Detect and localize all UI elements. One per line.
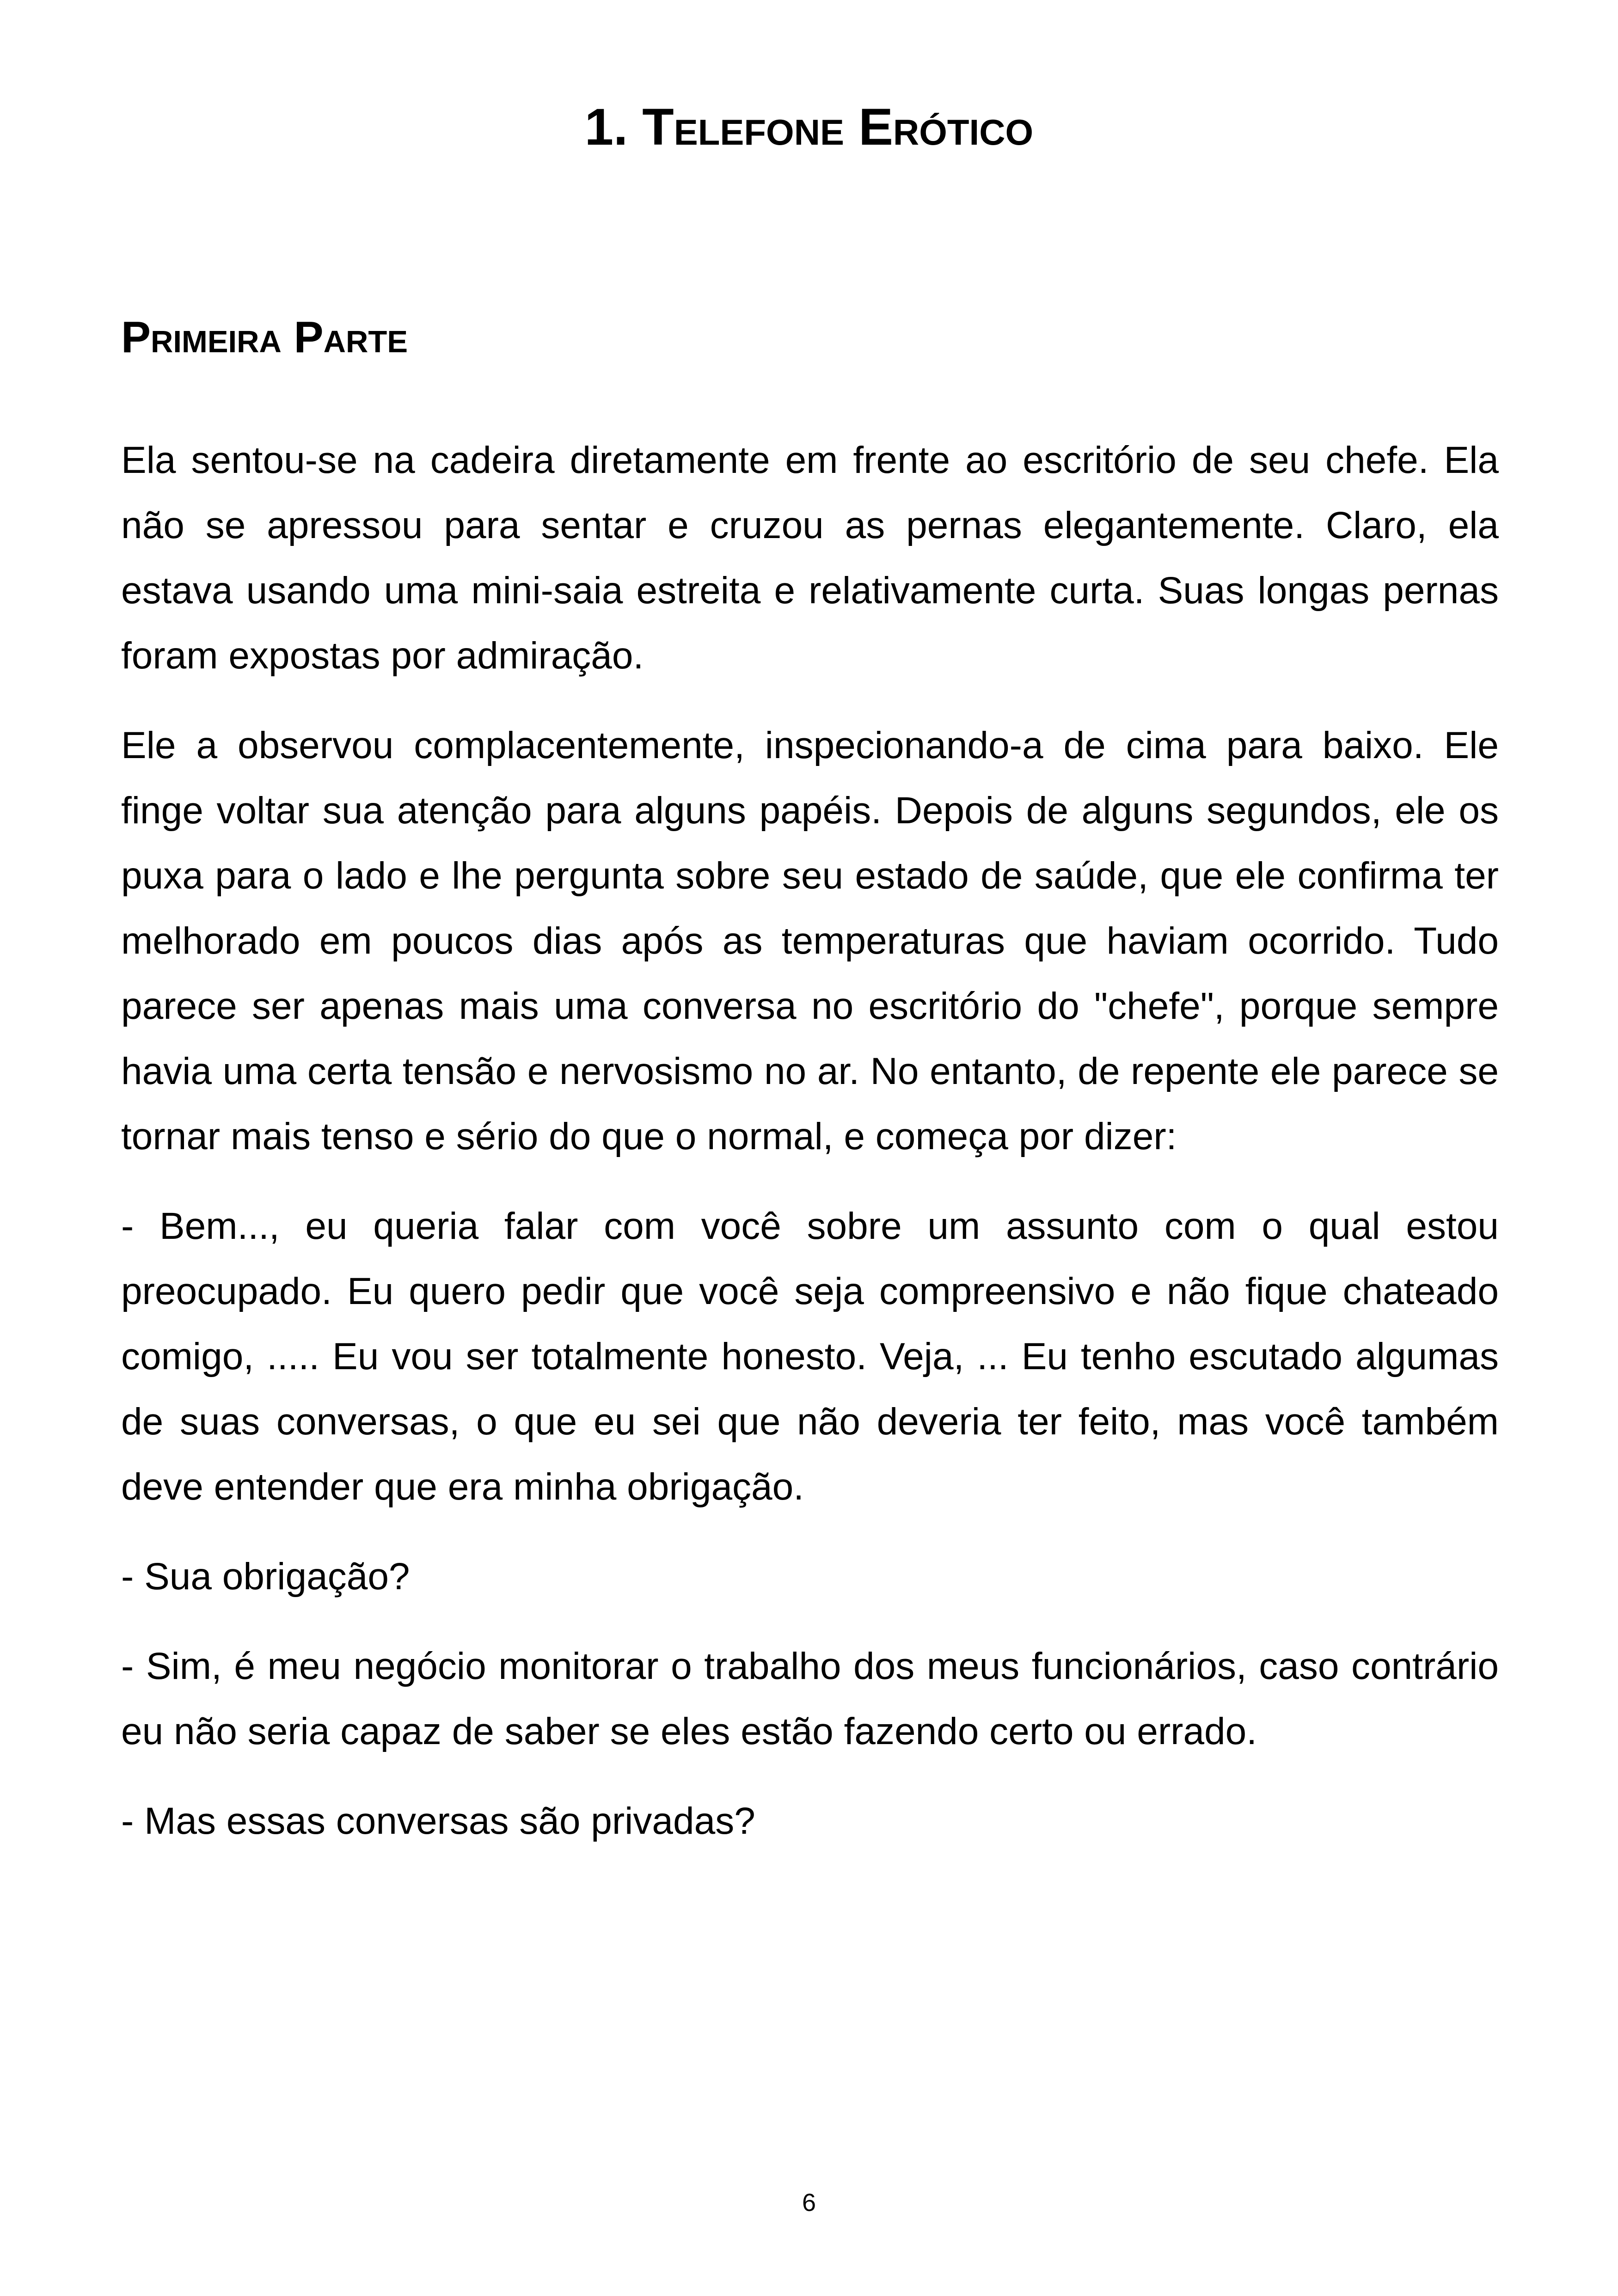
paragraph: - Mas essas conversas são privadas?: [121, 1800, 755, 1842]
paragraph: - Sim, é meu negócio monitorar o trabalho dos meus funcionários, caso contrário eu não seria capaz de saber se eles estão fazendo certo ou errado.: [121, 1645, 1499, 1752]
page-number: 6: [802, 2189, 816, 2216]
body-text: [121, 428, 1499, 1878]
chapter-title: 1. Telefone Erótico: [584, 98, 1034, 156]
paragraph: - Bem..., eu queria falar com você sobre um assunto com o qual estou preocupado. Eu quero pedir que você seja compreensivo e não fique chateado comigo, ..... Eu vou ser totalmente honesto. Veja, ... Eu tenho escutado algumas de suas conversas, o que eu sei que não deveria ter feito, mas você também deve entender que era minha obrigação.: [121, 1205, 1499, 1508]
paragraph: Ela sentou-se na cadeira diretamente em frente ao escritório de seu chefe. Ela não se apressou para sentar e cruzou as pernas elegantemente. Claro, ela estava usando uma mini-saia estreita e relativamente curta. Suas longas pernas foram expostas por admiração.: [121, 439, 1499, 677]
paragraph: - Sua obrigação?: [121, 1555, 410, 1598]
paragraph: Ele a observou complacentemente, inspecionando-a de cima para baixo. Ele finge voltar sua atenção para alguns papéis. Depois de alguns segundos, ele os puxa para o lado e lhe pergunta sobre seu estado de saúde, que ele confirma ter melhorado em poucos dias após as temperaturas que haviam ocorrido. Tudo parece ser apenas mais uma conversa no escritório do "chefe", porque sempre havia uma certa tensão e nervosismo no ar. No entanto, de repente ele parece se tornar mais tenso e sério do que o normal, e começa por dizer:: [121, 724, 1499, 1157]
section-title: Primeira Parte: [121, 312, 408, 362]
